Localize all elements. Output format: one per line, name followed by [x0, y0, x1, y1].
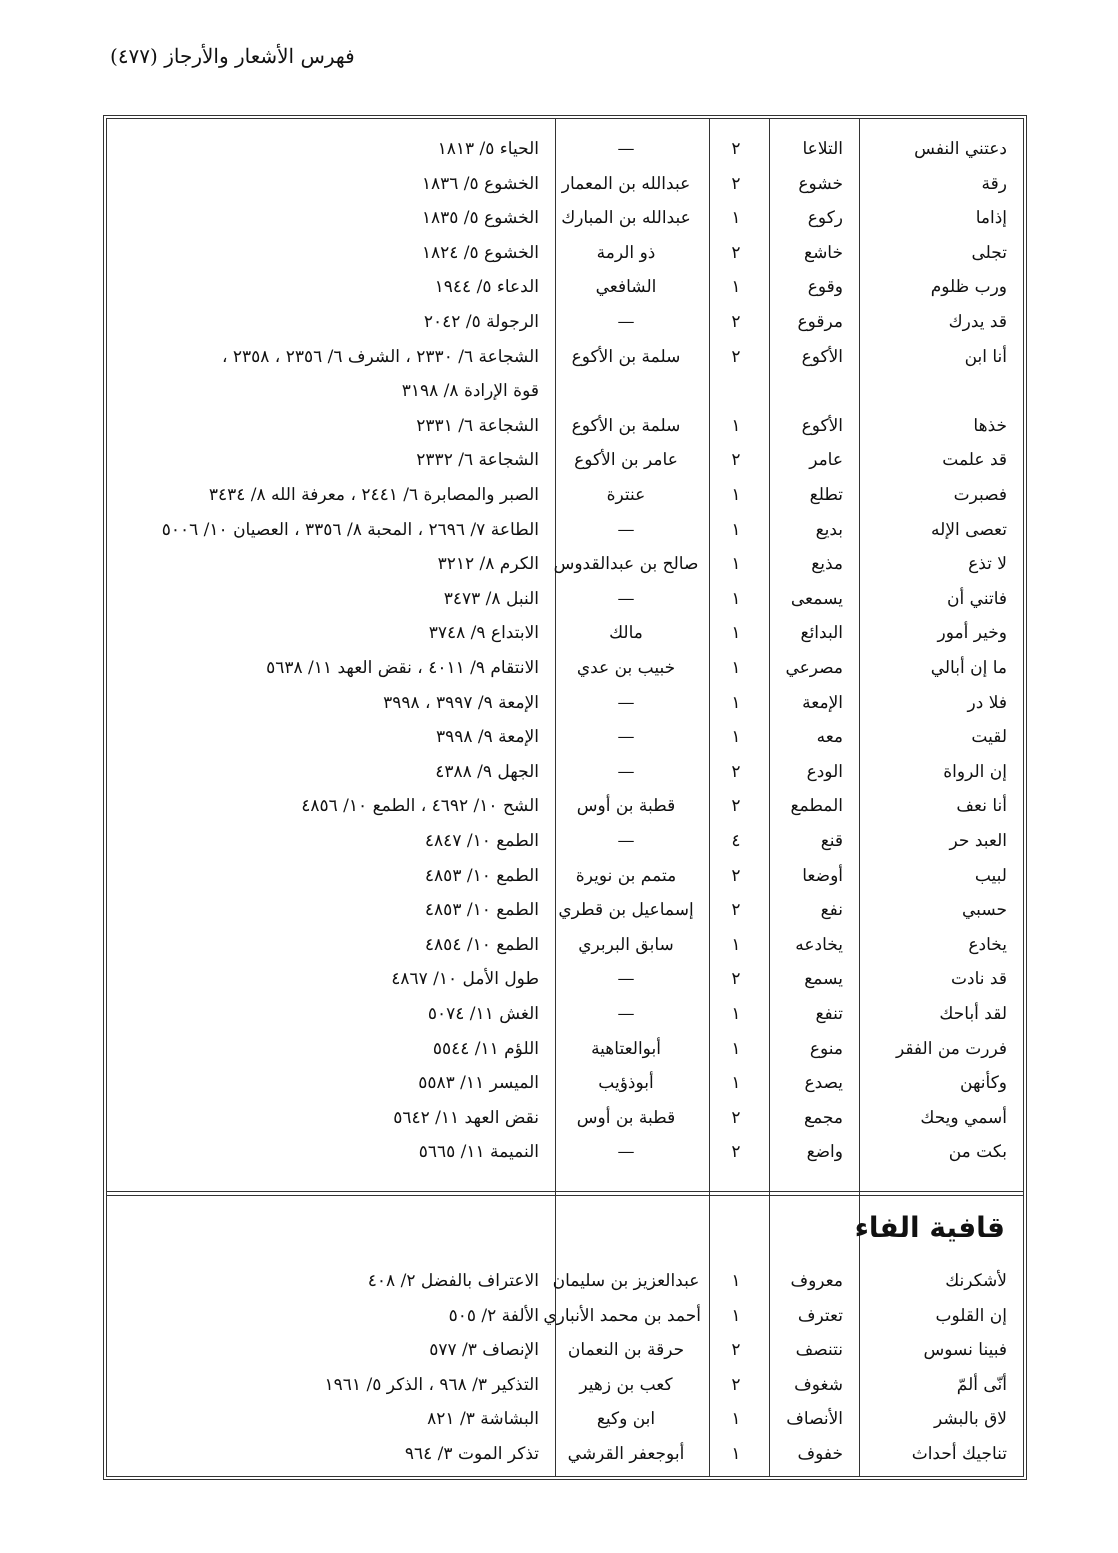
- verse-opening: ما إن أبالي: [930, 658, 1007, 678]
- table-row: [107, 1299, 1023, 1333]
- reference: الطمع ١٠/ ٤٨٤٧: [424, 831, 539, 851]
- reference: نقض العهد ١١/ ٥٦٤٢: [393, 1107, 539, 1128]
- section-separator: [107, 1191, 1023, 1196]
- rhyme-word: خاشع: [804, 242, 843, 263]
- table-row: [107, 201, 1023, 235]
- verse-count: ٢: [731, 1374, 741, 1395]
- verse-opening: فبينا نسوس: [923, 1340, 1007, 1361]
- poet-name: —: [617, 588, 635, 609]
- verse-count: ١: [731, 415, 741, 436]
- table-row: [107, 686, 1023, 720]
- table-row: [107, 167, 1023, 201]
- reference: الألفة ٢/ ٥٠٥: [448, 1305, 539, 1326]
- rhyme-word: خشوع: [798, 173, 843, 194]
- rhyme-word: يسمعى: [790, 588, 843, 609]
- rhyme-word: الأكوع: [801, 346, 843, 367]
- verse-opening: العبد حر: [949, 831, 1007, 851]
- reference: اللؤم ١١/ ٥٥٤٤: [432, 1038, 539, 1059]
- verse-count: ١: [731, 485, 741, 505]
- verse-count: ١: [731, 623, 741, 644]
- verse-opening: حسبي: [962, 900, 1007, 921]
- verse-count: ٢: [731, 900, 741, 921]
- table-row: [107, 720, 1023, 754]
- verse-count: ١: [731, 588, 741, 609]
- poet-name: —: [617, 969, 635, 990]
- table-row: [107, 859, 1023, 893]
- poet-name: —: [617, 139, 635, 159]
- verse-count: ١: [731, 934, 741, 955]
- table-row: [107, 305, 1023, 339]
- verse-opening: بكت من: [948, 1142, 1007, 1163]
- verse-count: ٢: [731, 173, 741, 194]
- table-row: [107, 582, 1023, 616]
- reference: الطمع ١٠/ ٤٨٥٤: [424, 934, 539, 955]
- verse-opening: أنا ابن: [964, 346, 1007, 367]
- rhyme-word: أوضعا: [802, 865, 843, 886]
- poet-name: أبوجعفر القرشي: [567, 1444, 685, 1464]
- reference: الابتداع ٩/ ٣٧٤٨: [428, 623, 539, 644]
- table-row: [107, 1101, 1023, 1135]
- poet-name: —: [617, 312, 635, 332]
- table-row: [107, 1333, 1023, 1367]
- rhyme-word: واضع: [806, 1142, 843, 1163]
- reference: الإنصاف ٣/ ٥٧٧: [429, 1340, 539, 1361]
- rhyme-word: مرقوع: [797, 312, 843, 332]
- verse-opening: لا تذع: [968, 554, 1007, 575]
- rhyme-word: المطمع: [790, 796, 843, 817]
- rhyme-word: مذيع: [811, 554, 843, 575]
- verse-count: ١: [731, 1444, 741, 1464]
- verse-count: ١: [731, 727, 741, 748]
- poet-name: مالك: [609, 623, 643, 644]
- verse-opening: إذاما: [975, 208, 1007, 229]
- rhyme-word: شغوف: [794, 1374, 843, 1395]
- verse-opening: فصبرت: [953, 485, 1007, 505]
- verse-opening: ورب ظلوم: [930, 277, 1007, 298]
- verse-opening: قد نادت: [951, 969, 1007, 990]
- reference: الاعتراف بالفضل ٢/ ٤٠٨: [367, 1271, 539, 1291]
- verse-count: [711, 374, 761, 408]
- poet-name: —: [617, 519, 635, 540]
- verse-opening: خذها: [973, 415, 1007, 436]
- verse-opening: لقد أباحك: [939, 1004, 1007, 1024]
- reference: الخشوع ٥/ ١٨٣٥: [421, 208, 539, 229]
- reference: الميسر ١١/ ٥٥٨٣: [418, 1073, 539, 1094]
- reference: الصبر والمصابرة ٦/ ٢٤٤١ ، معرفة الله ٨/ ٣٤٣٤: [208, 485, 539, 505]
- reference: الطمع ١٠/ ٤٨٥٣: [424, 900, 539, 921]
- reference: الخشوع ٥/ ١٨٢٤: [421, 242, 539, 263]
- verse-count: ٢: [731, 865, 741, 886]
- rhyme-word: مصرعي: [785, 658, 843, 678]
- poet-name: كعب بن زهير: [579, 1374, 673, 1395]
- poet-name: عامر بن الأكوع: [574, 450, 678, 471]
- rhyme-word: مجمع: [804, 1107, 843, 1128]
- verse-opening: لأشكرنك: [945, 1271, 1007, 1291]
- table-row: [107, 789, 1023, 823]
- table-row: [107, 443, 1023, 477]
- reference: النبل ٨/ ٣٤٧٣: [443, 588, 539, 609]
- verse-opening: فلا در: [967, 692, 1007, 713]
- table-row: [107, 132, 1023, 166]
- verse-count: ١: [731, 1271, 741, 1291]
- verse-opening: تناجيك أحداث: [911, 1444, 1007, 1464]
- poet-name: أبوذؤيب: [598, 1073, 654, 1094]
- table-row: [107, 409, 1023, 443]
- verse-opening: وخير أمور: [937, 623, 1007, 644]
- reference: الجهل ٩/ ٤٣٨٨: [435, 761, 539, 782]
- table-row: [107, 651, 1023, 685]
- table-row: [107, 1368, 1023, 1402]
- rhyme-word: معروف: [790, 1271, 843, 1291]
- poet-name: —: [617, 831, 635, 851]
- verse-count: ٤: [731, 831, 741, 851]
- verse-opening: يخادع: [968, 934, 1007, 955]
- table-row: [107, 340, 1023, 374]
- poet-name: خبيب بن عدي: [576, 658, 676, 678]
- verse-count: ٢: [731, 761, 741, 782]
- poet-name: —: [617, 727, 635, 748]
- reference: الطمع ١٠/ ٤٨٥٣: [424, 865, 539, 886]
- rhyme-word: تعترف: [797, 1305, 843, 1326]
- poet-name: [551, 374, 701, 408]
- poet-name: عبدالعزيز بن سليمان: [552, 1271, 700, 1291]
- reference: الشجاعة ٦/ ٢٣٣٢: [416, 450, 539, 471]
- table-row: [107, 1066, 1023, 1100]
- reference: الانتقام ٩/ ٤٠١١ ، نقض العهد ١١/ ٥٦٣٨: [266, 658, 539, 678]
- rhyme-word: [765, 374, 843, 408]
- rhyme-word: تطلع: [809, 485, 843, 505]
- verse-count: ١: [731, 208, 741, 229]
- verse-count: ١: [731, 658, 741, 678]
- poet-name: أحمد بن محمد الأنباري: [543, 1305, 701, 1326]
- reference: الشجاعة ٦/ ٢٣٣٠ ، الشرف ٦/ ٢٣٥٦ ، ٢٣٥٨ ،: [221, 346, 539, 367]
- reference: الحياء ٥/ ١٨١٣: [437, 139, 539, 159]
- verse-count: ١: [731, 1305, 741, 1326]
- table-row: [107, 824, 1023, 858]
- verse-opening: إن القلوب: [935, 1305, 1007, 1326]
- poet-name: قطبة بن أوس: [576, 796, 676, 817]
- verse-opening: أنّى ألمّ: [956, 1374, 1007, 1395]
- poet-name: ابن وكيع: [596, 1409, 656, 1430]
- table-row: [107, 997, 1023, 1031]
- table-row: [107, 1135, 1023, 1169]
- poet-name: عبدالله بن المبارك: [561, 208, 691, 229]
- verse-opening: قد علمت: [942, 450, 1007, 471]
- rhyme-word: الأنصاف: [786, 1409, 843, 1430]
- reference: طول الأمل ١٠/ ٤٨٦٧: [391, 969, 539, 990]
- verse-opening: تعصى الإله: [931, 519, 1007, 540]
- table-row: [107, 962, 1023, 996]
- reference: النميمة ١١/ ٥٦٦٥: [418, 1142, 539, 1163]
- verse-count: ٢: [731, 969, 741, 990]
- poet-name: صالح بن عبدالقدوس: [553, 554, 699, 575]
- table-row: [107, 1264, 1023, 1298]
- section-title: قافية الفاء: [854, 1211, 1005, 1244]
- verse-opening: لاق بالبشر: [933, 1409, 1007, 1430]
- rhyme-word: بديع: [815, 519, 843, 540]
- verse-count: ٢: [731, 346, 741, 367]
- reference: الدعاء ٥/ ١٩٤٤: [434, 277, 539, 298]
- verse-count: ١: [731, 554, 741, 575]
- table-row: [107, 1437, 1023, 1471]
- rhyme-word: التلاعا: [802, 139, 843, 159]
- rhyme-word: عامر: [809, 450, 843, 471]
- rhyme-word: قنع: [820, 831, 843, 851]
- rhyme-word: نتنصف: [795, 1340, 843, 1361]
- rhyme-word: يخادعه: [795, 934, 843, 955]
- table-row: [107, 1032, 1023, 1066]
- verse-count: ٢: [731, 139, 741, 159]
- rhyme-word: يسمع: [804, 969, 843, 990]
- poet-name: —: [617, 761, 635, 782]
- verse-opening: قد يدرك: [948, 312, 1007, 332]
- reference: الشجاعة ٦/ ٢٣٣١: [416, 415, 539, 436]
- verse-opening: لبيب: [974, 865, 1007, 886]
- poet-name: عنترة: [606, 485, 646, 505]
- poet-name: سلمة بن الأكوع: [571, 415, 681, 436]
- poet-name: أبوالعتاهية: [591, 1038, 661, 1059]
- rhyme-word: تنفع: [815, 1004, 843, 1024]
- table-row: [107, 547, 1023, 581]
- verse-count: ٢: [731, 450, 741, 471]
- rhyme-word: معه: [816, 727, 843, 748]
- reference: الكرم ٨/ ٣٢١٢: [437, 554, 539, 575]
- verse-count: ٢: [731, 1340, 741, 1361]
- verse-count: ١: [731, 1073, 741, 1094]
- rhyme-word: ركوع: [807, 208, 843, 229]
- verse-opening: فاتني أن: [947, 588, 1007, 609]
- table-row: [107, 755, 1023, 789]
- verse-opening: وكأنهن: [960, 1073, 1007, 1094]
- poet-name: —: [617, 692, 635, 713]
- verse-opening: لقيت: [971, 727, 1007, 748]
- verse-count: ٢: [731, 242, 741, 263]
- poet-name: —: [617, 1004, 635, 1024]
- table-row: [107, 893, 1023, 927]
- verse-opening: رقة: [981, 173, 1007, 194]
- verse-opening: فررت من الفقر: [895, 1038, 1007, 1059]
- reference: الغش ١١/ ٥٠٧٤: [427, 1004, 539, 1024]
- reference: الإمعة ٩/ ٣٩٩٨: [435, 727, 539, 748]
- rhyme-word: البدائع: [800, 623, 843, 644]
- table-row: [107, 374, 1023, 408]
- verse-count: ١: [731, 519, 741, 540]
- table-row: [107, 1402, 1023, 1436]
- verse-opening: [859, 374, 1007, 408]
- rhyme-word: وقوع: [807, 277, 843, 298]
- table-row: [107, 478, 1023, 512]
- reference: تذكر الموت ٣/ ٩٦٤: [404, 1444, 539, 1464]
- reference: الشح ١٠/ ٤٦٩٢ ، الطمع ١٠/ ٤٨٥٦: [301, 796, 539, 817]
- reference: قوة الإرادة ٨/ ٣١٩٨: [401, 381, 539, 402]
- reference: الطاعة ٧/ ٢٦٩٦ ، المحبة ٨/ ٣٣٥٦ ، العصيان ١٠/ ٥٠٠٦: [161, 519, 539, 540]
- table-row: [107, 236, 1023, 270]
- rhyme-word: الإمعة: [802, 692, 843, 713]
- table-row: [107, 513, 1023, 547]
- reference: الإمعة ٩/ ٣٩٩٧ ، ٣٩٩٨: [383, 692, 539, 713]
- verse-count: ٢: [731, 796, 741, 817]
- reference: التذكير ٣/ ٩٦٨ ، الذكر ٥/ ١٩٦١: [324, 1374, 539, 1395]
- poet-name: عبدالله بن المعمار: [561, 173, 691, 194]
- rhyme-word: الأكوع: [801, 415, 843, 436]
- verse-opening: أنا نعف: [956, 796, 1007, 817]
- poet-name: متمم بن نويرة: [575, 865, 677, 886]
- verse-count: ١: [731, 1409, 741, 1430]
- rhyme-word: منوع: [809, 1038, 843, 1059]
- table-row: [107, 270, 1023, 304]
- reference: الخشوع ٥/ ١٨٣٦: [421, 173, 539, 194]
- index-table: [106, 118, 1024, 1477]
- poet-name: سلمة بن الأكوع: [571, 346, 681, 367]
- poet-name: ذو الرمة: [596, 242, 656, 263]
- reference: البشاشة ٣/ ٨٢١: [427, 1409, 539, 1430]
- verse-count: ١: [731, 1004, 741, 1024]
- table-row: [107, 928, 1023, 962]
- rhyme-word: يصدع: [804, 1073, 843, 1094]
- poet-name: —: [617, 1142, 635, 1163]
- reference: الرجولة ٥/ ٢٠٤٢: [423, 312, 539, 332]
- verse-opening: إن الرواة: [943, 761, 1007, 782]
- poet-name: سابق البربري: [578, 934, 674, 955]
- rhyme-word: خفوف: [797, 1444, 843, 1464]
- poet-name: الشافعي: [595, 277, 657, 298]
- verse-opening: تجلى: [971, 242, 1007, 263]
- verse-count: ٢: [731, 1107, 741, 1128]
- verse-count: ١: [731, 277, 741, 298]
- index-table-frame: [103, 115, 1027, 1480]
- verse-count: ٢: [731, 1142, 741, 1163]
- verse-opening: أسمي ويحك: [920, 1107, 1007, 1128]
- rhyme-word: نفع: [820, 900, 843, 921]
- verse-count: ٢: [731, 312, 741, 332]
- verse-count: ١: [731, 692, 741, 713]
- poet-name: إسماعيل بن قطري: [558, 900, 694, 921]
- poet-name: قطبة بن أوس: [576, 1107, 676, 1128]
- verse-opening: دعتني النفس: [914, 139, 1007, 159]
- table-row: [107, 616, 1023, 650]
- rhyme-word: الودع: [806, 761, 843, 782]
- verse-count: ١: [731, 1038, 741, 1059]
- page-header: فهرس الأشعار والأرجاز (٤٧٧): [110, 44, 355, 68]
- poet-name: حرقة بن النعمان: [567, 1340, 685, 1361]
